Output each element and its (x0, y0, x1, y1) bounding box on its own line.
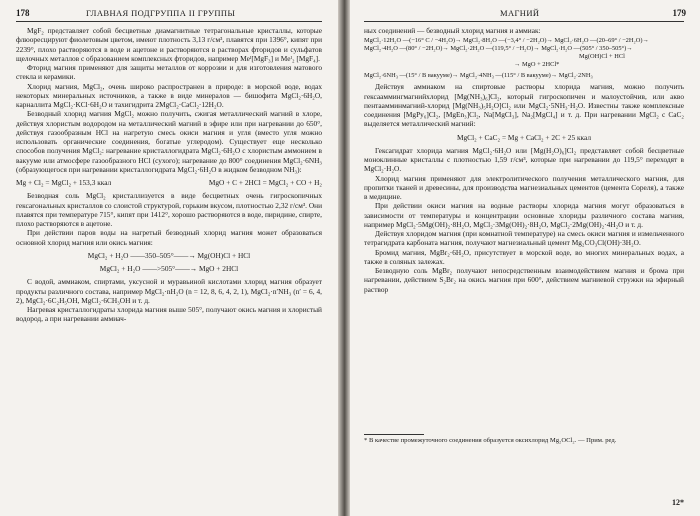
equation: MgCl₂ + H₂O ——>505°——→ MgO + 2HCl (99, 264, 239, 273)
page-number: 178 (16, 8, 30, 18)
page-body (364, 26, 684, 294)
running-header: ГЛАВНАЯ ПОДГРУППА II ГРУППЫ (86, 8, 236, 18)
paragraph: Безводную соль MgBr₂ получают непосредственным взаимодействием магния и брома при нагревании, действием S₂Br₂ на окись магния при 600°, действием магниевой стружки на эфирный раствор (364, 266, 684, 294)
header-rule (364, 21, 684, 22)
scheme-line: Mg(OH)Cl + HCl (579, 53, 625, 61)
paragraph: Хлорид магния, MgCl₂, очень широко распространен в природе: в морской воде, водах некоторых минеральных источников, а также в виде минералов — бишофита MgCl₂·6H₂O, карналлита MgCl₂·KCl·6H₂O и тахигидрита 2MgCl₂·CaCl₂·12H₂O. (16, 81, 322, 109)
running-header: МАГНИЙ (500, 8, 540, 18)
signature-mark: 12* (672, 498, 684, 507)
page-body (16, 26, 322, 324)
paragraph: При действии паров воды на нагретый безводный хлорид магния может образоваться основной хлорид магния или окись магния: (16, 228, 322, 247)
scheme-line: → MgO + 2HCl* (514, 61, 560, 69)
paragraph: Хлорид магния применяют для электролитического получения металлического магния, для пропитки тканей и древесины, для производства магнезиальных цементов (цемента Сореля), а также в медицине. (364, 173, 684, 201)
paragraph: Действуя хлоридом магния (при комнатной температуре) на смесь окиси магния и измельченного тетрагидрата карбоната магния, получают магнезиальный цемент Mg₂CO₃Cl(OH)·3H₂O. (364, 229, 684, 248)
equation: MgCl₂ + H₂O ——350–505°——→ Mg(OH)Cl + HCl (87, 250, 251, 260)
footnote (364, 434, 684, 445)
paragraph: Фторид магния применяют для защиты металлов от коррозии и для изготовления матового стекла и керамики. (16, 63, 322, 82)
scheme-line: MgCl₂·12H₂O —(−16° C / −4H₂O)→ MgCl₂·8H₂O —(−3,4° / −2H₂O)→ MgCl₂·6H₂O —(20–69° / −2H₂O)→ (364, 37, 649, 45)
scheme-line: MgCl₂·4H₂O —(80° / −2H₂O)→ MgCl₂·2H₂O —(119,5° / −H₂O)→ MgCl₂·H₂O —(505° / 350–505°)→ (364, 45, 633, 53)
dehydration-scheme (364, 37, 684, 80)
paragraph: Действуя аммиаком на спиртовые растворы хлорида магния, можно получить гексааммингмагнийхлорид [Mg(NH₃)₆]Cl₂, который гигроскопичен и малоустойчив, или акво пентаамминмагний-хлорид [Mg(NH₃)₅H₂O]Cl₂ или MgCl₂·5NH₃·H₂O. Известны также комплексные соединения [MgPy₆]Cl₂, [MgEn₃]Cl₂, Na[MgCl₃], Na₂[MgCl₄] и т. д. При нагревании MgCl₂ с CaC₂ выделяется металлический магний: (364, 82, 684, 129)
paragraph: С водой, аммиаком, спиртами, уксусной и муравьиной кислотами хлорид магния образует продукты различного состава, например MgCl₂·nH₂O (n = 12, 8, 6, 4, 2, 1), MgCl₂·n′NH₃ (n′ = 6, 4, 2), MgCl₂·6C₂H₅OH, MgCl₂·6CH₃OH и т. д. (16, 277, 322, 305)
paragraph: Бромид магния, MgBr₂·6H₂O, присутствует в морской воде, во многих минеральных водах, а также в соляных залежах. (364, 247, 684, 266)
paragraph: Нагревая кристаллогидраты хлорида магния выше 505°, получают окись магния и хлористый водород, а при нагревании аммиач- (16, 305, 322, 324)
equation: MgO + C + 2HCl = MgCl₂ + CO + H₂ (208, 178, 322, 187)
equation: Mg + Cl₂ = MgCl₂ + 153,3 ккал (16, 178, 112, 187)
header-rule (16, 21, 322, 22)
paragraph: MgF₂ представляет собой бесцветные диамагнитные тетрагональные кристаллы, которые флюоресцируют фиолетовым цветом, имеют плотность 3,13 г/см³, плавятся при 1396°, кипят при 2239°, плохо растворяются в воде и ацетоне и растворяются в растворах фторидов и сульфатов щелочных металлов с образованием комплексных фторидов, например Meᴵ[MgF₃] и Meᴵ₂ [MgF₄]. (16, 26, 322, 63)
equation: MgCl₂ + CaC₂ = Mg + CaCl₂ + 2C + 25 ккал (456, 132, 591, 142)
right-page (350, 0, 700, 516)
paragraph: При действии окиси магния на водные растворы хлорида магния могут образоваться в зависимости от температуры и концентрации основные хлориды различного состава магния, например MgCl₂·5Mg(OH)₂·8H₂O, MgCl₂·3Mg(OH)₂·8H₂O, MgCl₂·2Mg(OH)₂·4H₂O и т. д. (364, 201, 684, 229)
scheme-line: MgCl₂·6NH₃ —(15° / В вакууме)→ MgCl₂·4NH₃ —(115° / В вакууме)→ MgCl₂·2NH₃ (364, 72, 593, 80)
equation-row (16, 178, 322, 187)
paragraph: Гексагидрат хлорида магния MgCl₂·6H₂O или [Mg(H₂O)₆]Cl₂ представляет собой бесцветные моноклинные кристаллы с плотностью 1,59 г/см³, которые при нагревании до 119,5° переходят в MgCl₂·H₂O. (364, 145, 684, 174)
paragraph: Безводная соль MgCl₂ кристаллизуется в виде бесцветных очень гигроскопичных гексагональных кристаллов со слоистой структурой, горьким вкусом, плотностью 2,32 г/см³. Они плавятся при температуре 715°, кипят при 1412°, хорошо растворяются в воде, пиридине, спирте, плохо растворяются в ацетоне. (16, 191, 322, 228)
paragraph: Безводный хлорид магния MgCl₂ можно получить, сжигая металлический магний в хлоре, действуя хлористым водородом на металлический магний в эфире или при нагревании до 650°, действуя газообразным HCl на нагретую смесь окиси магния и угля (вместо угля можно использовать органические соединения, богатые углеродом). Существует еще несколько способов получения MgCl₂: нагревание кристаллогидрата MgCl₂·6H₂O с хлористым аммонием в вакууме или атмосфере газообразного HCl (сухого); нагревание до 800° соединения MgCl₂·6NH₃ (образующегося при нагревании кристаллогидрата MgCl₂·6H₂O в жидком безводном NH₃): (16, 109, 322, 174)
paragraph: ных соединений — безводный хлорид магния и аммиак: (364, 26, 541, 35)
page-number: 179 (672, 8, 686, 18)
footnote-rule (364, 434, 424, 435)
left-page (0, 0, 338, 516)
footnote-text: * В качестве промежуточного соединения образуется оксихлорид Mg₂OCl₂. — Прим. ред. (364, 437, 617, 444)
book-gutter (338, 0, 350, 516)
